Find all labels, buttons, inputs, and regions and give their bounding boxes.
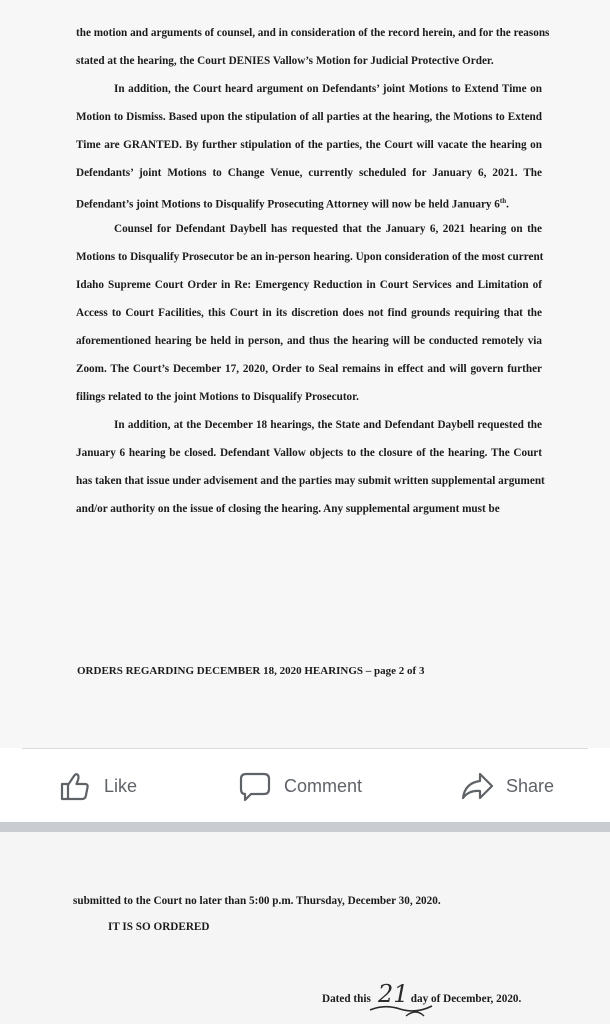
document-line: submitted to the Court no later than 5:00 p.m. Thursday, December 30, 2020. (73, 895, 441, 907)
document-page-3 (0, 832, 610, 1024)
thumbs-up-icon (58, 769, 92, 803)
document-line: In addition, the Court heard argument on Defendants’ joint Motions to Extend Time on (114, 83, 542, 95)
document-line: the motion and arguments of counsel, and in consideration of the record herein, and for the reasons (76, 27, 550, 39)
comment-button[interactable] (238, 764, 362, 808)
document-line: In addition, at the December 18 hearings, the State and Defendant Daybell requested the (114, 419, 542, 431)
document-line: and/or authority on the issue of closing the hearing. Any supplemental argument must be (76, 503, 500, 515)
share-label: Share (506, 775, 555, 796)
document-line: filings related to the joint Motions to Disqualify Prosecutor. (76, 391, 359, 403)
page-footer: ORDERS REGARDING DECEMBER 18, 2020 HEARINGS – page 2 of 3 (77, 665, 425, 677)
document-line: Access to Court Facilities, this Court in its discretion does not find grounds requiring that the (76, 307, 542, 319)
share-button[interactable] (460, 764, 554, 808)
document-line: Defendants’ joint Motions to Change Venue, currently scheduled for January 6, 2021. The (76, 167, 542, 179)
ordered-statement: IT IS SO ORDERED (108, 921, 210, 933)
document-line: Counsel for Defendant Daybell has requested that the January 6, 2021 hearing on the (114, 223, 542, 235)
like-label: Like (104, 775, 138, 796)
action-bar-divider (22, 748, 588, 749)
document-line: aforementioned hearing be held in person, and thus the hearing will be conducted remotely via (76, 335, 542, 347)
document-line: Idaho Supreme Court Order in Re: Emergency Reduction in Court Services and Limitation of (76, 279, 542, 291)
document-line-with-superscript (76, 194, 509, 212)
share-arrow-icon (460, 769, 494, 803)
comment-bubble-icon (238, 769, 272, 803)
document-line: Zoom. The Court’s December 17, 2020, Order to Seal remains in effect and will govern further (76, 363, 542, 375)
document-line: January 6 hearing be closed. Defendant Vallow objects to the closure of the hearing. The Court (76, 447, 542, 459)
line-end-period: . (506, 198, 509, 211)
document-line: Motion to Dismiss. Based upon the stipulation of all parties at the hearing, the Motions to Extend (76, 111, 542, 123)
document-line: stated at the hearing, the Court DENIES Vallow’s Motion for Judicial Protective Order. (76, 55, 494, 67)
dated-suffix: day of December, 2020. (410, 993, 522, 1005)
post-divider (0, 822, 610, 832)
document-line: has taken that issue under advisement and the parties may submit written supplemental argument (76, 475, 545, 487)
handwritten-day: 21 (378, 980, 409, 1008)
comment-label: Comment (284, 775, 363, 796)
document-line-text: Defendant’s joint Motions to Disqualify Prosecuting Attorney will now be held January 6 (76, 198, 500, 211)
ordinal-superscript: th (499, 197, 507, 205)
handwritten-signature (366, 976, 436, 1020)
like-button[interactable] (58, 764, 137, 808)
dated-prefix: Dated this (322, 993, 371, 1005)
document-line: Motions to Disqualify Prosecutor be an in-person hearing. Upon consideration of the most current (76, 251, 544, 263)
document-line: Time are GRANTED. By further stipulation of the parties, the Court will vacate the hearing on (76, 139, 542, 151)
